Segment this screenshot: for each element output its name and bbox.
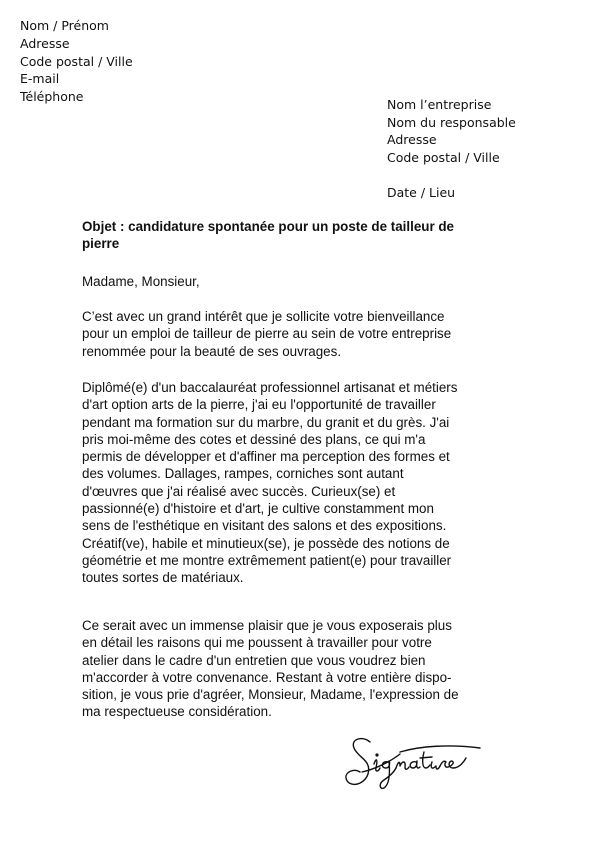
paragraph-line: ma respectueuse considération. xyxy=(82,704,272,720)
paragraph-line: sition, je vous prie d'agréer, Monsieur, Madame, l'expression de xyxy=(82,687,459,703)
paragraph-line: Créatif(ve), habile et minutieux(se), je possède des notions de xyxy=(82,535,450,551)
letter-subject xyxy=(82,218,522,253)
paragraph-line: pris moi-même des cotes et dessiné des plans, ce qui m'a xyxy=(82,431,426,447)
recipient-postal-city: Code postal / Ville xyxy=(387,149,500,165)
recipient-address: Adresse xyxy=(387,132,437,147)
paragraph-line: m'accorder à votre convenance. Restant à votre entière dispo- xyxy=(82,669,452,685)
recipient-company: Nom l’entreprise xyxy=(387,97,492,112)
paragraph-intro xyxy=(82,308,522,360)
paragraph-line: toutes sortes de matériaux. xyxy=(82,570,244,586)
letter-greeting: Madame, Monsieur, xyxy=(82,274,200,289)
paragraph-closing xyxy=(82,617,522,721)
paragraph-line: passionné(e) d'histoire et d'art, je cultive constamment mon xyxy=(82,501,434,517)
recipient-address-block xyxy=(387,96,516,166)
recipient-manager: Nom du responsable xyxy=(387,114,516,130)
paragraph-line: C’est avec un grand intérêt que je sollicite votre bienveillance xyxy=(82,309,445,324)
paragraph-line: géométrie et me montre extrêmement patient(e) pour travailler xyxy=(82,552,452,568)
paragraph-line: d'art option arts de la pierre, j'ai eu l'opportunité de travailler xyxy=(82,397,436,413)
sender-address-block xyxy=(20,17,133,106)
paragraph-line: permis de développer et d'affiner ma perception des formes et xyxy=(82,449,450,465)
handwritten-signature xyxy=(340,728,490,798)
paragraph-line: Diplômé(e) d'un baccalauréat professionnel artisanat et métiers xyxy=(82,380,458,395)
sender-phone: Téléphone xyxy=(20,89,84,105)
paragraph-line: Ce serait avec un immense plaisir que je vous exposerais plus xyxy=(82,618,452,633)
paragraph-line: d'œuvres que j'ai réalisé avec succès. Curieux(se) et xyxy=(82,483,396,499)
sender-name: Nom / Prénom xyxy=(20,18,109,33)
paragraph-line: pendant ma formation sur du marbre, du granit et du grès. J'ai xyxy=(82,414,450,430)
paragraph-line: des volumes. Dallages, rampes, corniches sont autant xyxy=(82,466,404,482)
paragraph-line: atelier dans le cadre d'un entretien que vous voudrez bien xyxy=(82,652,426,668)
sender-postal-city: Code postal / Ville xyxy=(20,53,133,69)
sender-address: Adresse xyxy=(20,35,70,51)
sender-email: E-mail xyxy=(20,71,60,87)
paragraph-line: pour un emploi de tailleur de pierre au sein de votre entreprise xyxy=(82,326,452,342)
paragraph-experience xyxy=(82,379,522,587)
paragraph-line: renommée pour la beauté de ses ouvrages. xyxy=(82,343,342,359)
subject-line: Objet : candidature spontanée pour un poste de tailleur de xyxy=(82,219,455,234)
subject-line: pierre xyxy=(82,236,120,252)
paragraph-line: en détail les raisons qui me poussent à travailler pour votre xyxy=(82,635,432,651)
paragraph-line: sens de l'esthétique en visitant des salons et des expositions. xyxy=(82,518,447,534)
date-place: Date / Lieu xyxy=(387,185,456,200)
